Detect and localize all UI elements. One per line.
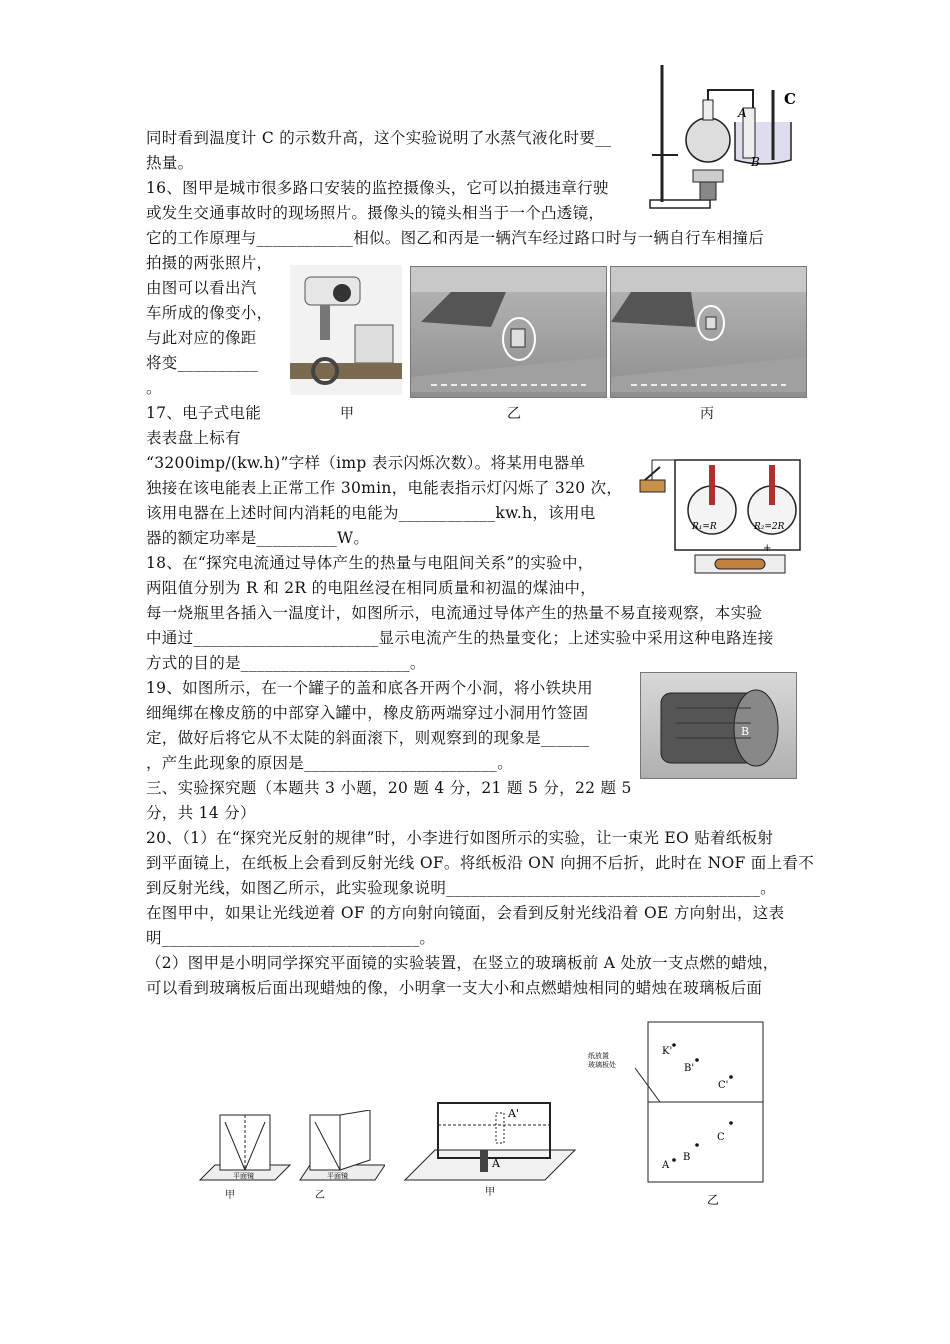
rolling-can-photo [640,672,797,779]
text-line: 将变__________ [146,354,259,372]
text-line: 该用电器在上述时间内消耗的电能为____________kw.h，该用电 [146,504,596,522]
caption-bing: 丙 [700,406,714,422]
label-r1: R₁=R [692,522,717,532]
caption-mirror-yi: 乙 [315,1190,325,1200]
label-b: B [751,155,760,169]
text-line: 17、电子式电能 [146,404,262,422]
label-a-prime: A' [508,1107,519,1120]
text-line: 三、实验探究题（本题共 3 小题，20 题 4 分，21 题 5 分，22 题 5 [146,779,632,797]
text-line: 同时看到温度计 C 的示数升高，这个实验说明了水蒸气液化时要__ [146,129,612,147]
surveillance-camera-photo [290,265,402,395]
label-grid-b: B [683,1152,691,1163]
note-line-2: 玻璃板处 [588,1061,616,1069]
text-line: 在图甲中，如果让光线逆着 OF 的方向射向镜面，会看到反射光线沿着 OE 方向射出，这表 [146,904,785,922]
text-line: 车所成的像变小， [146,304,273,322]
text-line: 明________________________________。 [146,929,436,947]
text-line: ，产生此现象的原因是________________________。 [146,754,514,772]
text-line: 方式的目的是_____________________。 [146,654,426,672]
circuit-flasks-figure [630,455,805,580]
text-line: 独接在该电能表上正常工作 30min，电能表指示灯闪烁了 320 次， [146,479,623,497]
text-line: 到反射光线，如图乙所示，此实验现象说明_______________________________________。 [146,879,776,897]
text-line: （2）图甲是小明同学探究平面镜的实验装置，在竖立的玻璃板前 A 处放一支点燃的蜡烛， [146,954,779,972]
text-line: “3200imp/(kw.h)”字样（imp 表示闪烁次数）。将某用电器单 [146,454,586,472]
text-line: 器的额定功率是__________W。 [146,529,370,547]
text-line: 它的工作原理与____________相似。图乙和丙是一辆汽车经过路口时与一辆自行车相撞后 [146,229,765,247]
label-plus: + [763,543,772,554]
text-line: 中通过_______________________显示电流产生的热量变化；上述实验中采用这种电路连接 [146,629,774,647]
label-grid-c: C [717,1132,725,1143]
label-r2: R₂=2R [754,522,785,532]
text-line: 每一烧瓶里各插入一温度计，如图所示，电流通过导体产生的热量不易直接观察，本实验 [146,604,763,622]
text-line: 定，做好后将它从不太陡的斜面滚下，则观察到的现象是______ [146,729,590,747]
caption-plane-jia: 甲 [485,1187,495,1198]
caption-grid-yi: 乙 [707,1193,720,1207]
label-a-candle: A [492,1157,500,1170]
label-a: A [738,106,747,120]
text-line: 热量。 [146,154,194,172]
text-line: 或发生交通事故时的现场照片。摄像头的镜头相当于一个凸透镜， [146,204,605,222]
text-line: 细绳绑在橡皮筋的中部穿入罐中，橡皮筋两端穿过小洞用竹签固 [146,704,589,722]
note-line-1: 纸放置 [588,1052,609,1060]
label-k-prime: K' [662,1046,673,1057]
text-line: 由图可以看出汽 [146,279,257,297]
road-photo-yi [410,266,607,398]
distillation-apparatus-figure [648,60,818,215]
reflection-mirror-figure [195,1110,385,1200]
label-c: C [784,90,796,108]
text-line: 可以看到玻璃板后面出现蜡烛的像，小明拿一支大小和点燃蜡烛相同的蜡烛在玻璃板后面 [146,979,763,997]
text-line: 拍摄的两张照片， [146,254,273,272]
note-glass-position [588,1051,616,1069]
label-b-prime: B' [684,1063,695,1074]
mirror-label-1: 平面镜 [233,1172,254,1180]
road-photo-bing [610,266,807,398]
label-grid-a: A [662,1160,670,1171]
text-line: 。 [146,379,162,397]
mirror-label-2: 平面镜 [327,1172,348,1180]
text-line: 19、如图所示，在一个罐子的盖和底各开两个小洞，将小铁块用 [146,679,593,697]
label-c-prime: C' [718,1080,729,1091]
image-points-grid-figure [585,1020,770,1210]
caption-mirror-jia: 甲 [225,1190,235,1200]
text-line: 表表盘上标有 [146,429,241,447]
caption-yi: 乙 [507,406,521,422]
text-line: 20、（1）在“探究光反射的规律”时，小李进行如图所示的实验，让一束光 EO 贴着纸板射 [146,829,774,847]
plane-mirror-apparatus-figure [400,1095,580,1200]
caption-jia: 甲 [340,406,354,422]
text-line: 到平面镜上，在纸板上会看到反射光线 OF。将纸板沿 ON 向拥不后折，此时在 NOF 面上看不 [146,854,814,872]
text-line: 18、在“探究电流通过导体产生的热量与电阻间关系”的实验中， [146,554,594,572]
text-line: 两阻值分别为 R 和 2R 的电阻丝浸在相同质量和初温的煤油中， [146,579,597,597]
text-line: 分，共 14 分） [146,804,256,822]
label-can-b: B [741,725,750,738]
text-line: 与此对应的像距 [146,329,257,347]
text-line: 16、图甲是城市很多路口安装的监控摄像头，它可以拍摄违章行驶 [146,179,609,197]
